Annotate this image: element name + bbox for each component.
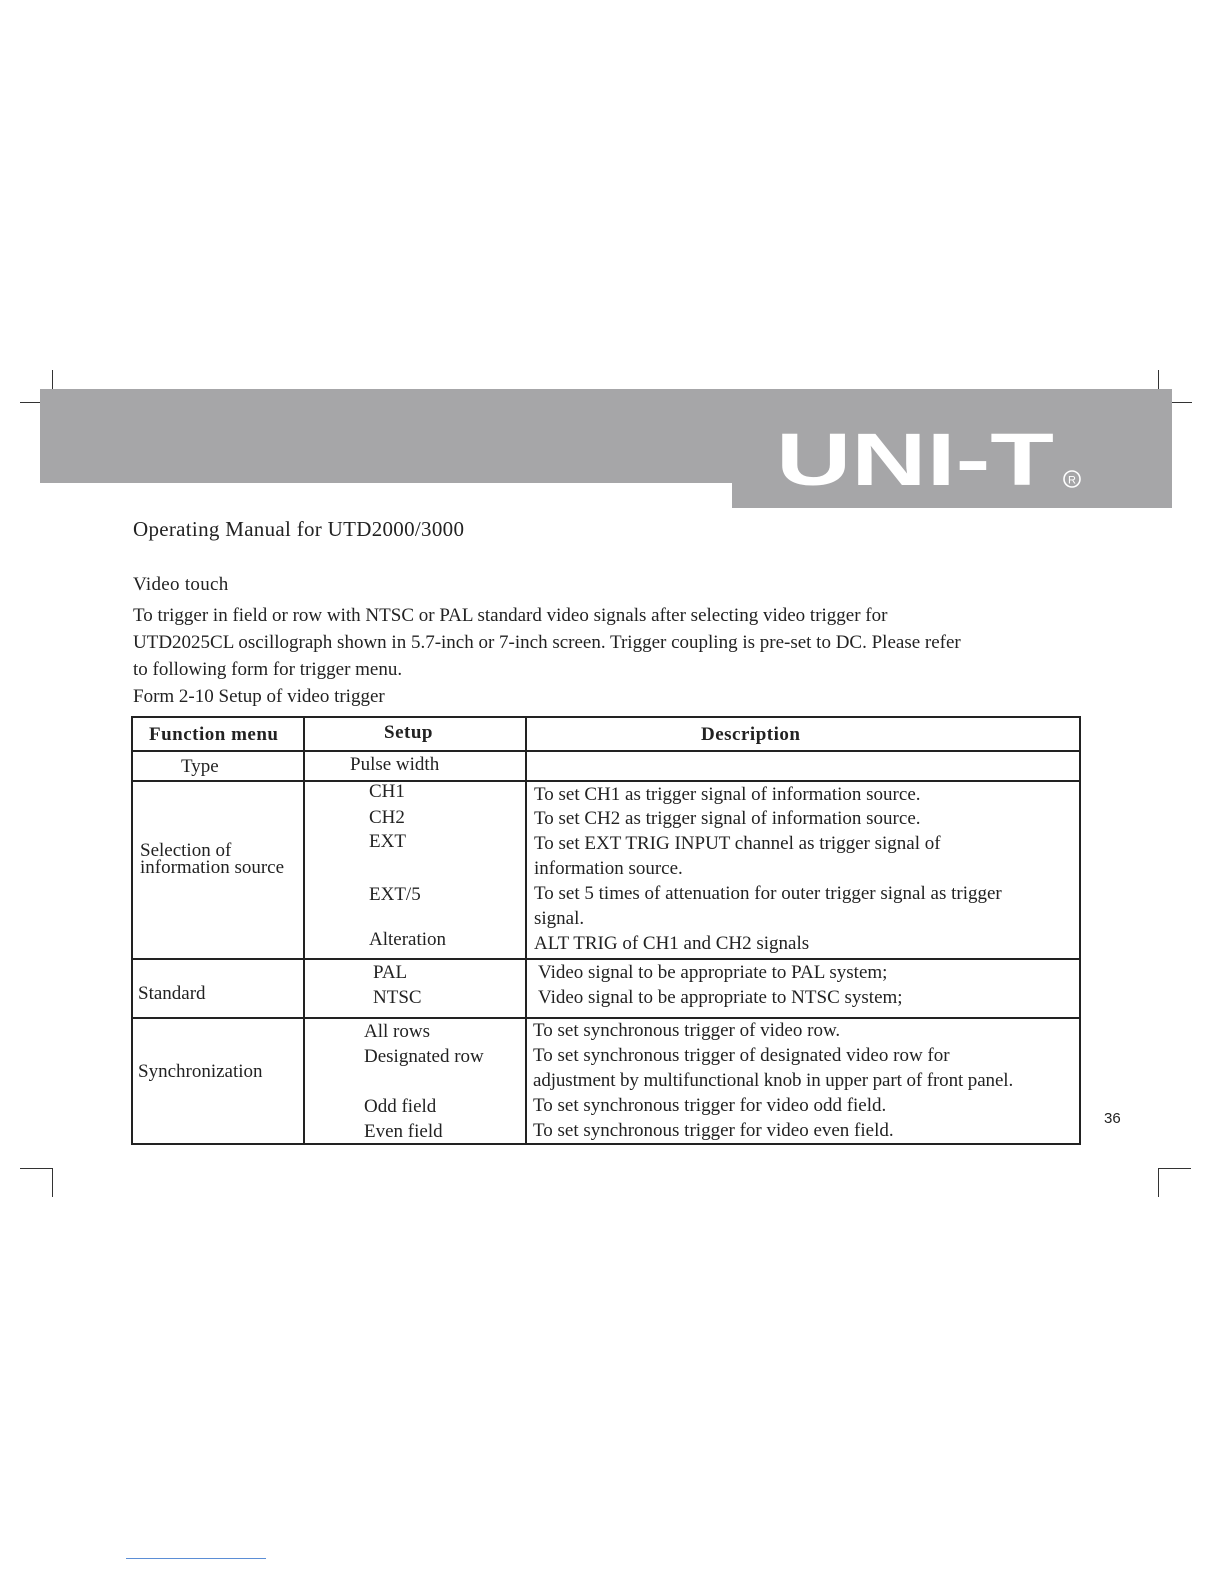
setup-ext: EXT [369,831,406,852]
crop-mark-top-right-h [1172,402,1192,403]
desc-even-field: To set synchronous trigger for video even field. [533,1120,894,1141]
desc-designated-row-line2: adjustment by multifunctional knob in upper part of front panel. [533,1070,1014,1091]
function-synchronization: Synchronization [138,1061,263,1082]
brand-logo [776,423,1086,489]
crop-mark-bottom-right-h [1158,1168,1191,1169]
brand-logo-text: UNI-T [776,423,1054,489]
setup-pulse-width: Pulse width [350,754,440,775]
setup-all-rows: All rows [364,1021,430,1042]
setup-designated-row: Designated row [364,1046,484,1067]
function-type: Type [181,756,219,777]
desc-alteration: ALT TRIG of CH1 and CH2 signals [534,933,810,954]
setup-ext5: EXT/5 [369,884,421,905]
paragraph-line: to following form for trigger menu. [133,659,403,680]
desc-odd-field: To set synchronous trigger for video odd field. [533,1095,887,1116]
desc-designated-row-line1: To set synchronous trigger of designated video row for [533,1045,950,1066]
header-function-menu: Function menu [149,724,279,745]
crop-mark-top-right [1158,370,1159,389]
table-row-divider [131,750,1081,752]
page-number: 36 [1104,1110,1121,1127]
setup-odd-field: Odd field [364,1096,437,1117]
setup-pal: PAL [373,962,408,983]
desc-ext5-line1: To set 5 times of attenuation for outer trigger signal as trigger [534,883,1002,904]
header-description: Description [701,724,801,745]
section-paragraph [133,602,1093,683]
function-selection-source-line2: information source [140,857,285,878]
setup-ntsc: NTSC [373,987,422,1008]
function-selection-source-line1: Selection of [140,840,232,861]
desc-ext-line2: information source. [534,858,683,879]
setup-ch2: CH2 [369,807,405,828]
manual-title: Operating Manual for UTD2000/3000 [133,517,465,541]
header-setup: Setup [384,722,433,743]
desc-ch2: To set CH2 as trigger signal of information source. [534,808,921,829]
table-caption: Form 2-10 Setup of video trigger [133,686,385,707]
crop-mark-bottom-right [1158,1168,1159,1197]
desc-ext5-line2: signal. [534,908,585,929]
desc-ch1: To set CH1 as trigger signal of information source. [534,784,921,805]
setup-even-field: Even field [364,1121,443,1142]
crop-mark-bottom-left [52,1168,53,1197]
desc-ntsc: Video signal to be appropriate to NTSC system; [538,987,903,1008]
bottom-rule [126,1558,266,1559]
desc-ext-line1: To set EXT TRIG INPUT channel as trigger signal of [534,833,941,854]
desc-all-rows: To set synchronous trigger of video row. [533,1020,841,1041]
desc-pal: Video signal to be appropriate to PAL system; [538,962,888,983]
paragraph-line: UTD2025CL oscillograph shown in 5.7-inch or 7-inch screen. Trigger coupling is pre-set to DC. Please refer [133,632,961,653]
crop-mark-top-left-h [20,402,40,403]
paragraph-line: To trigger in field or row with NTSC or PAL standard video signals after selecting video trigger for [133,605,888,626]
setup-ch1: CH1 [369,781,405,802]
section-title: Video touch [133,574,229,595]
crop-mark-top-left [52,370,53,389]
function-standard: Standard [138,983,206,1004]
registered-mark-letter: R [1068,474,1076,487]
setup-alteration: Alteration [369,929,447,950]
crop-mark-bottom-left-h [20,1168,53,1169]
